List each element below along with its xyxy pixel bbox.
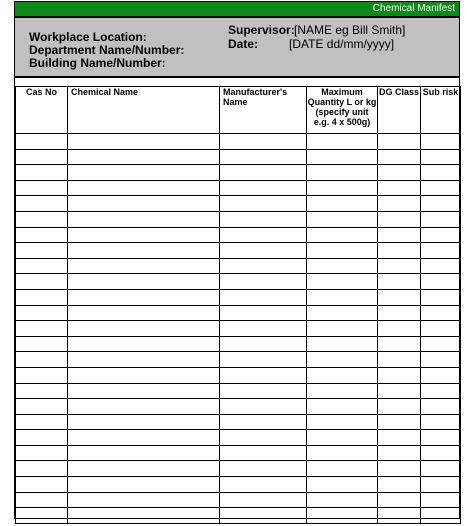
- title-bar: [15, 2, 459, 16]
- table-cell[interactable]: [421, 399, 461, 415]
- table-cell[interactable]: [421, 445, 461, 461]
- table-cell[interactable]: [220, 430, 307, 446]
- date-value[interactable]: [DATE dd/mm/yyyy]: [289, 37, 395, 51]
- table-row: [16, 289, 461, 305]
- table-cell[interactable]: [68, 211, 220, 227]
- table-cell[interactable]: [307, 321, 378, 337]
- supervisor-label: Supervisor:: [228, 23, 295, 37]
- table-cell[interactable]: [16, 367, 68, 383]
- table-row: [16, 399, 461, 415]
- table-cell[interactable]: [220, 367, 307, 383]
- table-cell[interactable]: [68, 134, 220, 150]
- table-cell[interactable]: [220, 274, 307, 290]
- table-cell[interactable]: [220, 336, 307, 352]
- table-cell[interactable]: [378, 445, 421, 461]
- column-header-cas-no: Cas No: [16, 87, 68, 134]
- table-cell[interactable]: [307, 414, 378, 430]
- table-row: [16, 336, 461, 352]
- table-cell[interactable]: [68, 243, 220, 259]
- table-cell[interactable]: [220, 134, 307, 150]
- table-cell[interactable]: [307, 165, 378, 181]
- table-row: [16, 508, 461, 524]
- table-cell[interactable]: [307, 383, 378, 399]
- table-cell[interactable]: [68, 383, 220, 399]
- table-cell[interactable]: [68, 430, 220, 446]
- table-cell[interactable]: [16, 165, 68, 181]
- table-row: [16, 383, 461, 399]
- table-row: [16, 149, 461, 165]
- table-cell[interactable]: [378, 165, 421, 181]
- table-cell[interactable]: [307, 134, 378, 150]
- table-cell[interactable]: [16, 477, 68, 493]
- table-cell[interactable]: [307, 211, 378, 227]
- chemical-manifest-sheet: [14, 1, 460, 519]
- table-row: [16, 134, 461, 150]
- table-cell[interactable]: [307, 352, 378, 368]
- manifest-title: Chemical Manifest: [372, 3, 455, 14]
- table-cell[interactable]: [378, 492, 421, 508]
- table-row: [16, 445, 461, 461]
- date-label: Date:: [228, 37, 259, 51]
- table-cell[interactable]: [307, 196, 378, 212]
- table-cell[interactable]: [307, 336, 378, 352]
- table-cell[interactable]: [16, 321, 68, 337]
- table-cell[interactable]: [378, 383, 421, 399]
- table-cell[interactable]: [16, 243, 68, 259]
- table-row: [16, 414, 461, 430]
- table-cell[interactable]: [421, 227, 461, 243]
- table-cell[interactable]: [16, 289, 68, 305]
- table-cell[interactable]: [378, 274, 421, 290]
- table-cell[interactable]: [16, 336, 68, 352]
- table-row: [16, 430, 461, 446]
- table-cell[interactable]: [421, 461, 461, 477]
- table-cell[interactable]: [307, 149, 378, 165]
- table-cell[interactable]: [378, 149, 421, 165]
- table-cell[interactable]: [421, 134, 461, 150]
- table-cell[interactable]: [307, 445, 378, 461]
- table-cell[interactable]: [421, 258, 461, 274]
- table-cell[interactable]: [421, 336, 461, 352]
- table-cell[interactable]: [220, 461, 307, 477]
- column-header-chemical-name: Chemical Name: [68, 87, 220, 134]
- table-cell[interactable]: [68, 227, 220, 243]
- table-row: [16, 477, 461, 493]
- table-cell[interactable]: [378, 196, 421, 212]
- table-cell[interactable]: [378, 227, 421, 243]
- column-header-sub-risk: Sub risk: [421, 87, 461, 134]
- table-cell[interactable]: [68, 336, 220, 352]
- table-cell[interactable]: [307, 289, 378, 305]
- table-row: [16, 321, 461, 337]
- table-cell[interactable]: [16, 352, 68, 368]
- table-cell[interactable]: [378, 289, 421, 305]
- table-cell[interactable]: [68, 352, 220, 368]
- table-cell[interactable]: [378, 399, 421, 415]
- table-cell[interactable]: [68, 414, 220, 430]
- table-cell[interactable]: [378, 430, 421, 446]
- table-cell[interactable]: [307, 274, 378, 290]
- table-row: [16, 196, 461, 212]
- table-cell[interactable]: [378, 321, 421, 337]
- table-cell[interactable]: [378, 508, 421, 524]
- table-cell[interactable]: [307, 508, 378, 524]
- table-cell[interactable]: [421, 430, 461, 446]
- column-header-manufacturer: Manufacturer's Name: [220, 87, 307, 134]
- table-cell[interactable]: [307, 305, 378, 321]
- table-cell[interactable]: [16, 445, 68, 461]
- table-cell[interactable]: [16, 274, 68, 290]
- table-cell[interactable]: [307, 258, 378, 274]
- table-cell[interactable]: [421, 477, 461, 493]
- supervisor-value[interactable]: [NAME eg Bill Smith]: [294, 23, 406, 37]
- info-block: [15, 16, 459, 78]
- table-cell[interactable]: [378, 134, 421, 150]
- workplace-label: Workplace Location:: [29, 30, 147, 44]
- table-cell[interactable]: [220, 305, 307, 321]
- table-cell[interactable]: [307, 227, 378, 243]
- table-cell[interactable]: [220, 492, 307, 508]
- table-cell[interactable]: [16, 492, 68, 508]
- table-cell[interactable]: [220, 383, 307, 399]
- table-cell[interactable]: [68, 399, 220, 415]
- table-cell[interactable]: [220, 508, 307, 524]
- table-cell[interactable]: [378, 211, 421, 227]
- table-cell[interactable]: [220, 414, 307, 430]
- table-cell[interactable]: [307, 243, 378, 259]
- table-cell[interactable]: [378, 336, 421, 352]
- table-row: [16, 305, 461, 321]
- table-cell[interactable]: [68, 461, 220, 477]
- table-row: [16, 352, 461, 368]
- table-cell[interactable]: [421, 243, 461, 259]
- department-label: Department Name/Number:: [29, 43, 185, 57]
- table-cell[interactable]: [220, 211, 307, 227]
- table-cell[interactable]: [307, 399, 378, 415]
- table-cell[interactable]: [68, 258, 220, 274]
- table-cell[interactable]: [307, 477, 378, 493]
- table-cell[interactable]: [68, 274, 220, 290]
- table-cell[interactable]: [16, 508, 68, 524]
- table-cell[interactable]: [378, 258, 421, 274]
- table-cell[interactable]: [16, 461, 68, 477]
- table-cell[interactable]: [16, 149, 68, 165]
- table-cell[interactable]: [378, 180, 421, 196]
- table-cell[interactable]: [220, 180, 307, 196]
- building-label: Building Name/Number:: [29, 56, 166, 70]
- table-cell[interactable]: [220, 352, 307, 368]
- table-cell[interactable]: [421, 367, 461, 383]
- table-cell[interactable]: [378, 477, 421, 493]
- table-cell[interactable]: [220, 445, 307, 461]
- table-cell[interactable]: [421, 180, 461, 196]
- table-cell[interactable]: [421, 149, 461, 165]
- table-cell[interactable]: [16, 134, 68, 150]
- table-cell[interactable]: [16, 383, 68, 399]
- table-cell[interactable]: [220, 149, 307, 165]
- manifest-table: [15, 86, 461, 524]
- table-row: [16, 227, 461, 243]
- table-cell[interactable]: [68, 477, 220, 493]
- column-header-max-quantity: Maximum Quantity L or kg (specify unit e.g. 4 x 500g): [307, 87, 378, 134]
- table-cell[interactable]: [307, 430, 378, 446]
- table-cell[interactable]: [16, 305, 68, 321]
- column-header-dg-class: DG Class: [378, 87, 421, 134]
- table-cell[interactable]: [68, 305, 220, 321]
- table-cell[interactable]: [378, 243, 421, 259]
- table-cell[interactable]: [378, 461, 421, 477]
- table-cell[interactable]: [421, 508, 461, 524]
- table-cell[interactable]: [220, 399, 307, 415]
- table-row: [16, 165, 461, 181]
- table-cell[interactable]: [68, 367, 220, 383]
- table-cell[interactable]: [68, 508, 220, 524]
- table-cell[interactable]: [68, 180, 220, 196]
- table-cell[interactable]: [68, 445, 220, 461]
- table-cell[interactable]: [220, 321, 307, 337]
- table-row: [16, 211, 461, 227]
- table-cell[interactable]: [378, 305, 421, 321]
- table-cell[interactable]: [421, 211, 461, 227]
- table-cell[interactable]: [307, 180, 378, 196]
- table-cell[interactable]: [16, 258, 68, 274]
- table-cell[interactable]: [220, 165, 307, 181]
- table-cell[interactable]: [68, 196, 220, 212]
- table-cell[interactable]: [220, 196, 307, 212]
- table-cell[interactable]: [307, 367, 378, 383]
- table-cell[interactable]: [16, 196, 68, 212]
- table-cell[interactable]: [307, 492, 378, 508]
- table-cell[interactable]: [16, 399, 68, 415]
- table-row: [16, 492, 461, 508]
- table-cell[interactable]: [220, 289, 307, 305]
- table-cell[interactable]: [378, 352, 421, 368]
- table-cell[interactable]: [68, 492, 220, 508]
- table-cell[interactable]: [421, 165, 461, 181]
- table-row: [16, 461, 461, 477]
- header-row: [16, 87, 461, 134]
- table-row: [16, 274, 461, 290]
- table-cell[interactable]: [307, 461, 378, 477]
- table-cell[interactable]: [16, 227, 68, 243]
- table-cell[interactable]: [421, 196, 461, 212]
- table-cell[interactable]: [378, 414, 421, 430]
- table-cell[interactable]: [220, 227, 307, 243]
- table-cell[interactable]: [421, 321, 461, 337]
- table-row: [16, 180, 461, 196]
- table-cell[interactable]: [68, 149, 220, 165]
- table-cell[interactable]: [68, 165, 220, 181]
- table-cell[interactable]: [421, 414, 461, 430]
- table-cell[interactable]: [220, 243, 307, 259]
- table-cell[interactable]: [68, 289, 220, 305]
- table-cell[interactable]: [68, 321, 220, 337]
- table-cell[interactable]: [421, 305, 461, 321]
- table-cell[interactable]: [220, 477, 307, 493]
- table-row: [16, 367, 461, 383]
- table-cell[interactable]: [421, 274, 461, 290]
- table-cell[interactable]: [16, 414, 68, 430]
- table-cell[interactable]: [421, 289, 461, 305]
- table-cell[interactable]: [16, 180, 68, 196]
- table-cell[interactable]: [16, 430, 68, 446]
- table-row: [16, 243, 461, 259]
- table-cell[interactable]: [378, 367, 421, 383]
- table-row: [16, 258, 461, 274]
- table-cell[interactable]: [421, 492, 461, 508]
- table-cell[interactable]: [421, 352, 461, 368]
- table-cell[interactable]: [220, 258, 307, 274]
- table-cell[interactable]: [421, 383, 461, 399]
- table-cell[interactable]: [16, 211, 68, 227]
